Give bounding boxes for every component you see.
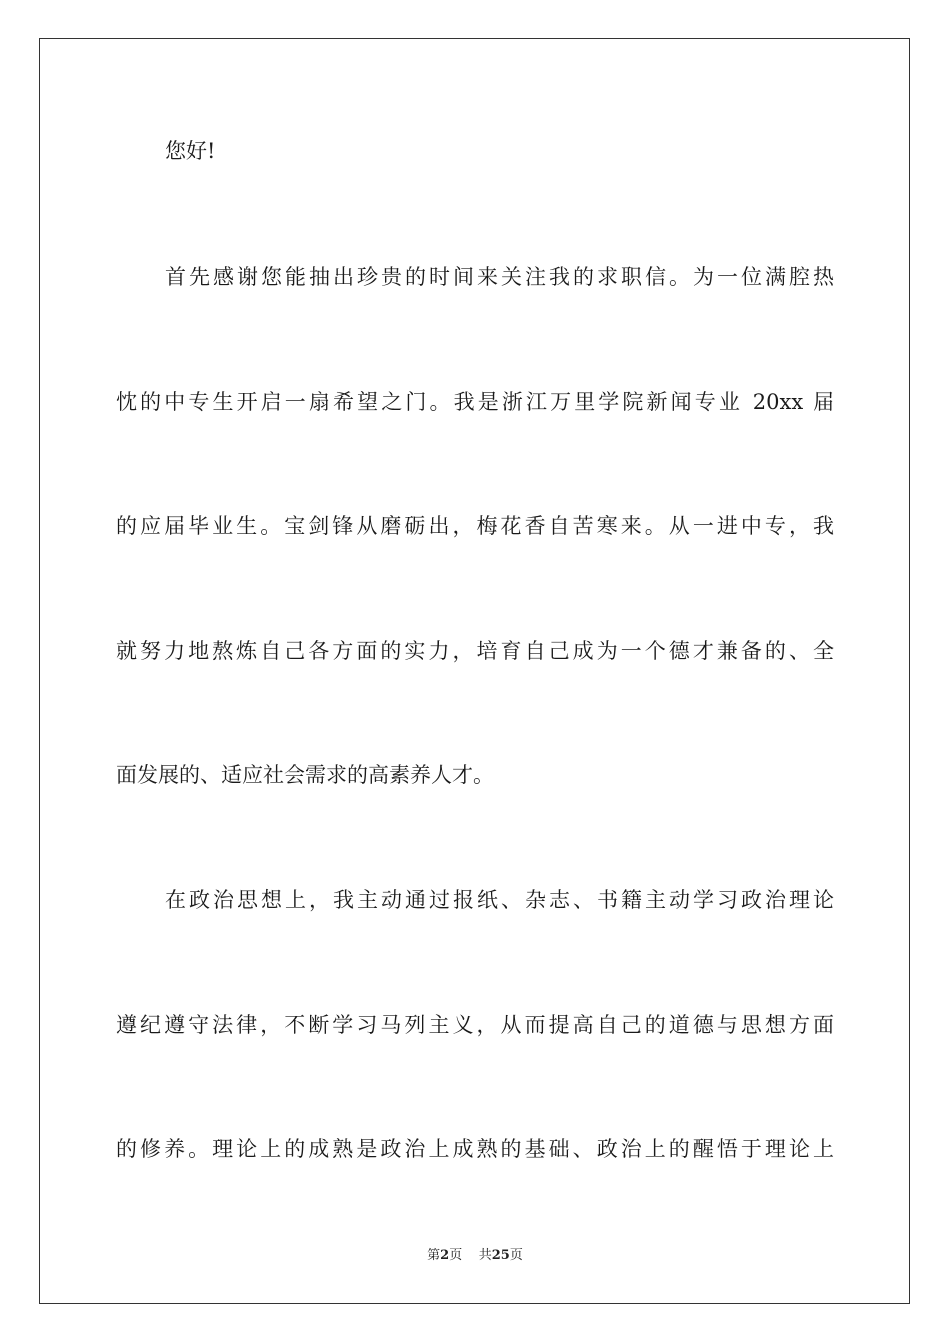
body-line-4: 就努力地熬炼自己各方面的实力，培育自己成为一个德才兼备的、全	[116, 639, 834, 663]
footer-total-prefix: 共	[478, 1248, 492, 1263]
footer-page-prefix: 第	[427, 1248, 441, 1263]
footer-total-suffix: 页	[509, 1248, 523, 1263]
body-line-3: 的应届毕业生。宝剑锋从磨砺出，梅花香自苦寒来。从一进中专，我	[116, 514, 834, 538]
body-line-5: 面发展的、适应社会需求的高素养人才。	[116, 763, 494, 787]
page-footer	[0, 1247, 950, 1265]
body-line-6: 在政治思想上，我主动通过报纸、杂志、书籍主动学习政治理论	[165, 888, 834, 912]
footer-page-number: 2	[440, 1248, 450, 1263]
footer-total-pages: 25	[491, 1248, 510, 1263]
body-line-8: 的修养。理论上的成熟是政治上成熟的基础、政治上的醒悟于理论上	[116, 1137, 834, 1161]
page-border	[39, 38, 910, 1304]
body-line-1: 首先感谢您能抽出珍贵的时间来关注我的求职信。为一位满腔热	[165, 265, 834, 289]
footer-page-suffix: 页	[449, 1248, 463, 1263]
body-line-2: 忱的中专生开启一扇希望之门。我是浙江万里学院新闻专业 20xx 届	[116, 390, 834, 414]
body-line-7: 遵纪遵守法律，不断学习马列主义，从而提高自己的道德与思想方面	[116, 1013, 834, 1037]
greeting-line: 您好!	[165, 139, 216, 163]
